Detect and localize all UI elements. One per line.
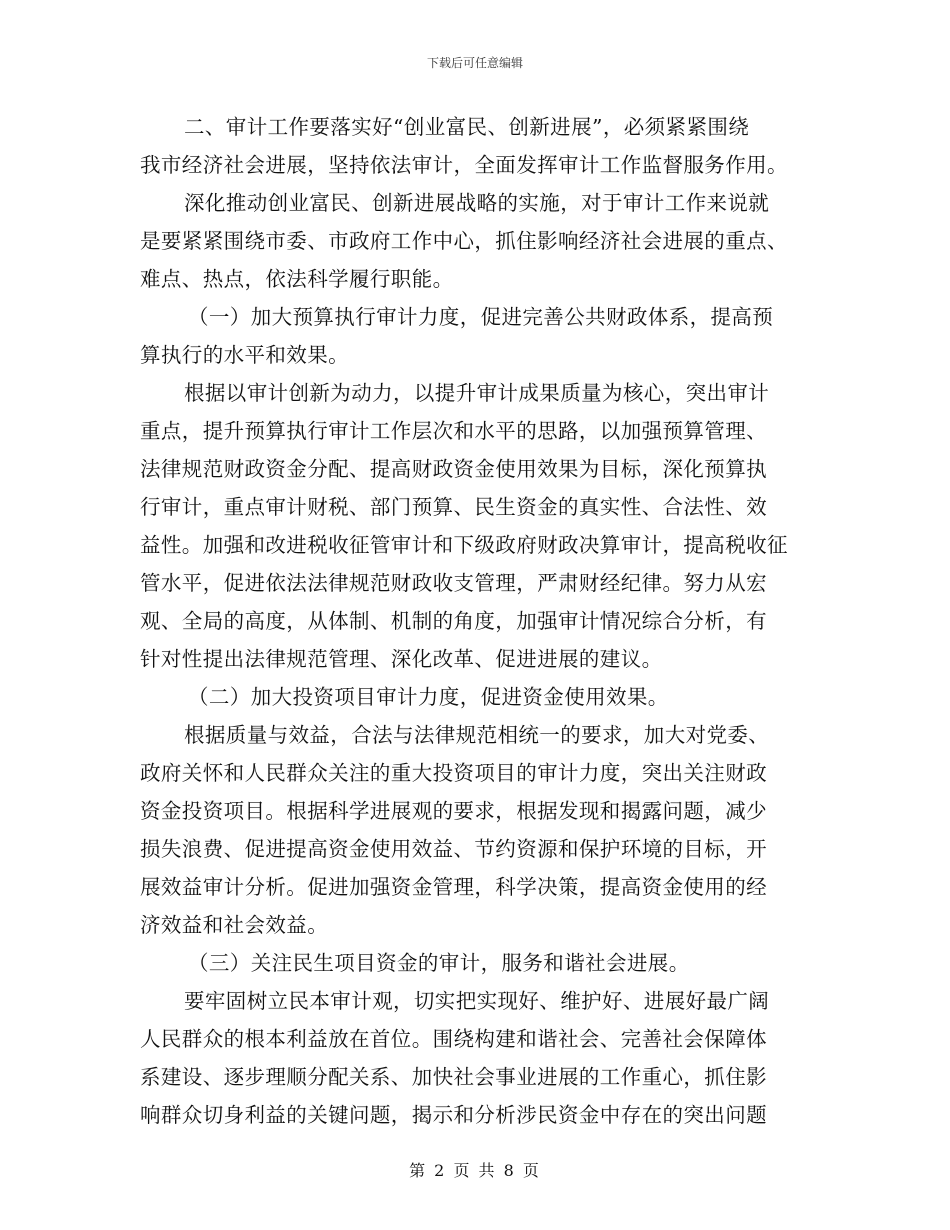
- text-line: 系建设、逐步理顺分配关系、加快社会事业进展的工作重心，抓住影: [140, 1065, 767, 1089]
- text-line: 观、全局的高度，从体制、机制的角度，加强审计情况综合分析，有: [140, 609, 767, 633]
- text-line: 人民群众的根本利益放在首位。围绕构建和谐社会、完善社会保障体: [140, 1027, 767, 1051]
- text-line: 根据质量与效益，合法与法律规范相统一的要求，加大对党委、: [184, 723, 770, 747]
- text-line: 资金投资项目。根据科学进展观的要求，根据发现和揭露问题，减少: [140, 799, 767, 823]
- text-line: 法律规范财政资金分配、提高财政资金使用效果为目标，深化预算执: [140, 457, 767, 481]
- text-line: 展效益审计分析。促进加强资金管理，科学决策，提高资金使用的经: [140, 875, 767, 899]
- section-heading: （二）加大投资项目审计力度，促进资金使用效果。: [188, 685, 669, 709]
- section-heading: （三）关注民生项目资金的审计，服务和谐社会进展。: [188, 951, 690, 975]
- text-line: 难点、热点，依法科学履行职能。: [140, 267, 454, 291]
- section-heading: （一）加大预算执行审计力度，促进完善公共财政体系，提高预: [188, 305, 774, 329]
- text-line: 我市经济社会进展，坚持依法审计，全面发挥审计工作监督服务作用。: [140, 153, 788, 177]
- text-line: 是要紧紧围绕市委、市政府工作中心，抓住影响经济社会进展的重点、: [140, 229, 788, 253]
- text-line: 损失浪费、促进提高资金使用效益、节约资源和保护环境的目标，开: [140, 837, 767, 861]
- text-line: 深化推动创业富民、创新进展战略的实施，对于审计工作来说就: [184, 191, 770, 215]
- text-line: 算执行的水平和效果。: [140, 343, 349, 367]
- text-line: 益性。加强和改进税收征管审计和下级政府财政决算审计，提高税收征: [140, 533, 788, 557]
- text-line: 行审计，重点审计财税、部门预算、民生资金的真实性、合法性、效: [140, 495, 767, 519]
- text-line: 管水平，促进依法法律规范财政收支管理，严肃财经纪律。努力从宏: [140, 571, 767, 595]
- page-header: 下载后可任意编辑: [426, 56, 523, 70]
- text-line: 针对性提出法律规范管理、深化改革、促进进展的建议。: [140, 647, 663, 671]
- text-line: 根据以审计创新为动力，以提升审计成果质量为核心，突出审计: [184, 381, 770, 405]
- text-line: 政府关怀和人民群众关注的重大投资项目的审计力度，突出关注财政: [140, 761, 767, 785]
- text-line: 要牢固树立民本审计观，切实把实现好、维护好、进展好最广阔: [184, 989, 770, 1013]
- text-line: 济效益和社会效益。: [140, 913, 329, 937]
- page-footer: 第 2 页 共 8 页: [409, 1161, 541, 1180]
- text-line: 二、审计工作要落实好“创业富民、创新进展”，必须紧紧围绕: [184, 115, 750, 139]
- text-line: 响群众切身利益的关键问题，揭示和分析涉民资金中存在的突出问题: [140, 1103, 767, 1127]
- text-line: 重点，提升预算执行审计工作层次和水平的思路，以加强预算管理、: [140, 419, 767, 443]
- document-body: [140, 108, 812, 1134]
